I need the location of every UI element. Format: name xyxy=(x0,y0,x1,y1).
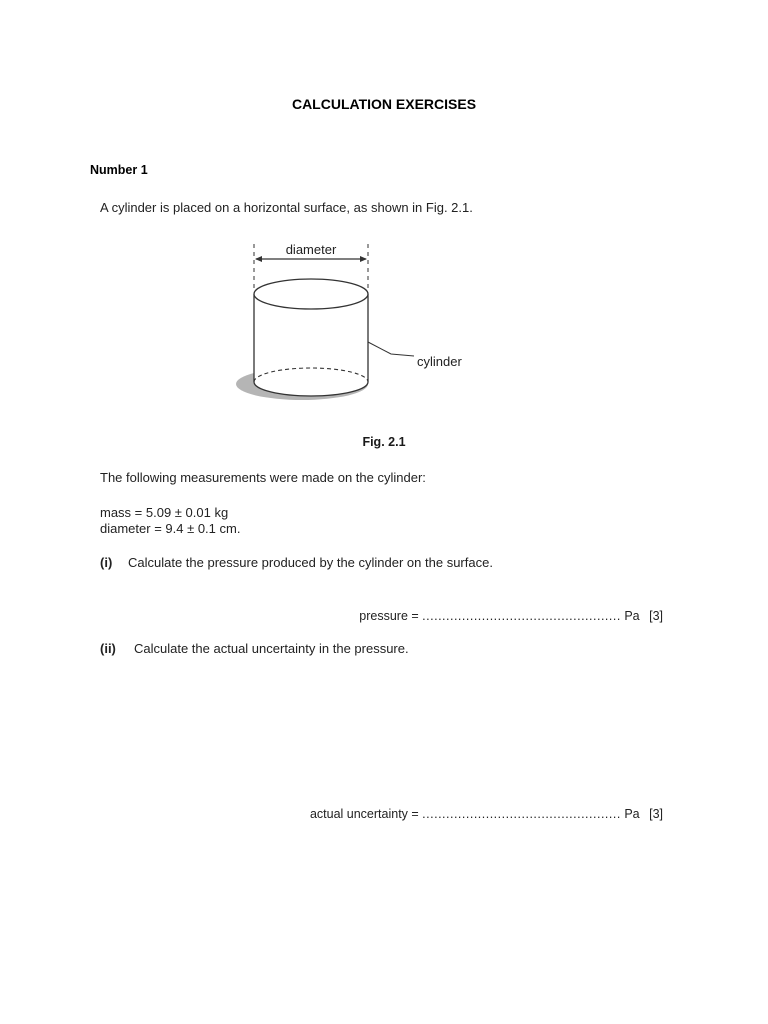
answer-i-marks: [3] xyxy=(649,609,663,623)
page-title: CALCULATION EXERCISES xyxy=(291,96,477,112)
answer-line-pressure xyxy=(359,609,663,623)
question-ii-number: (ii) xyxy=(100,641,116,656)
question-i xyxy=(100,555,493,570)
mass-measurement: mass = 5.09 ± 0.01 kg xyxy=(100,505,229,520)
question-i-text: Calculate the pressure produced by the cylinder on the surface. xyxy=(128,555,493,570)
answer-ii-blank[interactable]: .................................................. xyxy=(422,807,621,821)
question-i-number: (i) xyxy=(100,555,113,570)
intro-text: A cylinder is placed on a horizontal surface, as shown in Fig. 2.1. xyxy=(100,200,473,215)
figure-caption: Fig. 2.1 xyxy=(362,435,406,449)
question-number-heading: Number 1 xyxy=(90,163,148,177)
answer-i-blank[interactable]: .................................................. xyxy=(422,609,621,623)
cylinder-label: cylinder xyxy=(417,354,462,369)
question-ii xyxy=(100,641,409,656)
answer-ii-marks: [3] xyxy=(649,807,663,821)
answer-i-unit: Pa xyxy=(624,609,640,623)
cylinder-figure xyxy=(228,236,488,414)
diameter-arrowhead-right xyxy=(360,256,367,262)
measurements-intro: The following measurements were made on the cylinder: xyxy=(100,470,426,485)
answer-i-label: pressure = xyxy=(359,609,419,623)
diameter-measurement: diameter = 9.4 ± 0.1 cm. xyxy=(100,521,241,536)
question-ii-text: Calculate the actual uncertainty in the pressure. xyxy=(134,641,409,656)
answer-ii-unit: Pa xyxy=(624,807,640,821)
cylinder-leader-line xyxy=(368,342,414,356)
diameter-label: diameter xyxy=(285,242,337,257)
answer-line-uncertainty xyxy=(310,807,663,821)
answer-ii-label: actual uncertainty = xyxy=(309,807,419,821)
diameter-arrowhead-left xyxy=(255,256,262,262)
cylinder-top xyxy=(254,279,368,309)
